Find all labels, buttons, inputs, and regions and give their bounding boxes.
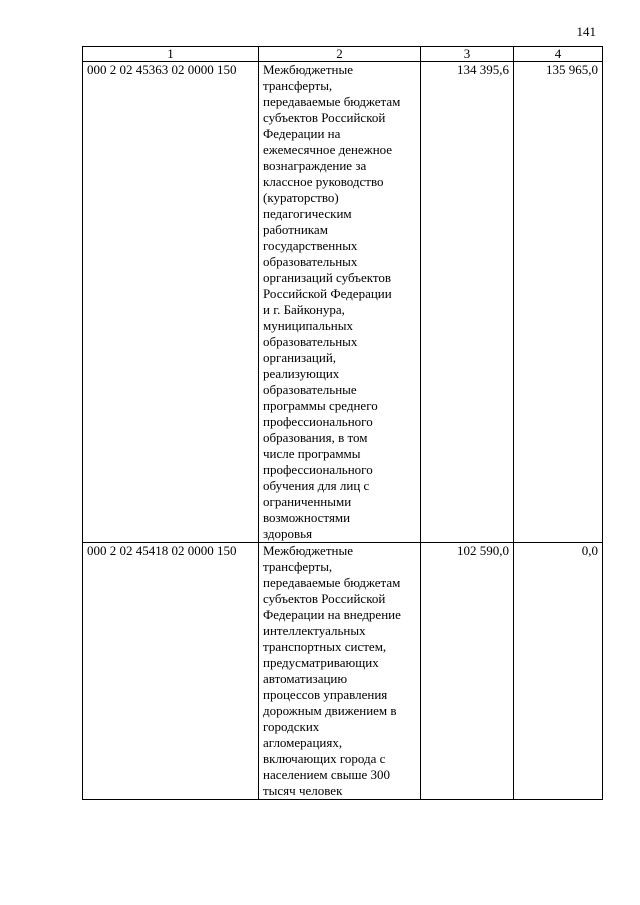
description-line: передаваемые бюджетам (263, 575, 401, 590)
column-header-2: 2 (259, 47, 421, 62)
description-line: процессов управления (263, 687, 388, 702)
description-line: транспортных систем, (263, 639, 387, 654)
description-line: предусматривающих (263, 655, 379, 670)
value-col4-cell: 135 965,0 (514, 62, 603, 543)
description-line: интеллектуальных (263, 623, 366, 638)
description-line: реализующих (263, 366, 340, 381)
description-line: возможностями (263, 510, 351, 525)
description-line: обучения для лиц с (263, 478, 370, 493)
description-line: (кураторство) (263, 190, 339, 205)
table-row (83, 62, 603, 543)
description-line: профессионального (263, 462, 373, 477)
description-line: работникам (263, 222, 328, 237)
description-line: государственных (263, 238, 358, 253)
column-header-3: 3 (421, 47, 514, 62)
description-line: автоматизацию (263, 671, 348, 686)
description-line: трансферты, (263, 78, 333, 93)
description-line: числе программы (263, 446, 361, 461)
budget-code-cell: 000 2 02 45363 02 0000 150 (83, 62, 259, 543)
description-line: классное руководство (263, 174, 384, 189)
table-header-row (83, 47, 603, 62)
description-line: образовательные (263, 382, 357, 397)
column-header-4: 4 (514, 47, 603, 62)
value-col3-cell: 102 590,0 (421, 543, 514, 800)
description-line: профессионального (263, 414, 373, 429)
description-line: организаций субъектов (263, 270, 392, 285)
budget-table (82, 46, 603, 800)
table-row (83, 543, 603, 800)
description-line: образовательных (263, 334, 358, 349)
column-header-1: 1 (83, 47, 259, 62)
description-line: программы среднего (263, 398, 378, 413)
description-line: ограниченными (263, 494, 352, 509)
description-line: Межбюджетные (263, 62, 353, 77)
page-number: 141 (576, 24, 596, 39)
budget-code-cell: 000 2 02 45418 02 0000 150 (83, 543, 259, 800)
description-line: вознаграждение за (263, 158, 367, 173)
description-line: образовательных (263, 254, 358, 269)
description-line: населением свыше 300 (263, 767, 391, 782)
description-line: здоровья (263, 526, 313, 541)
description-line: ежемесячное денежное (263, 142, 393, 157)
description-cell (259, 62, 421, 543)
description-line: городских (263, 719, 320, 734)
value-col3-cell: 134 395,6 (421, 62, 514, 543)
value-col4-cell: 0,0 (514, 543, 603, 800)
description-line: педагогическим (263, 206, 352, 221)
description-line: дорожным движением в (263, 703, 397, 718)
description-line: субъектов Российской (263, 110, 386, 125)
description-line: образования, в том (263, 430, 368, 445)
description-line: субъектов Российской (263, 591, 386, 606)
description-line: Межбюджетные (263, 543, 353, 558)
description-line: муниципальных (263, 318, 354, 333)
description-line: организаций, (263, 350, 337, 365)
description-line: трансферты, (263, 559, 333, 574)
description-line: и г. Байконура, (263, 302, 345, 317)
description-line: агломерациях, (263, 735, 343, 750)
description-line: включающих города с (263, 751, 386, 766)
description-line: Федерации на внедрение (263, 607, 401, 622)
description-line: передаваемые бюджетам (263, 94, 401, 109)
description-cell (259, 543, 421, 800)
description-line: Российской Федерации (263, 286, 392, 301)
description-line: Федерации на (263, 126, 341, 141)
description-line: тысяч человек (263, 783, 343, 798)
